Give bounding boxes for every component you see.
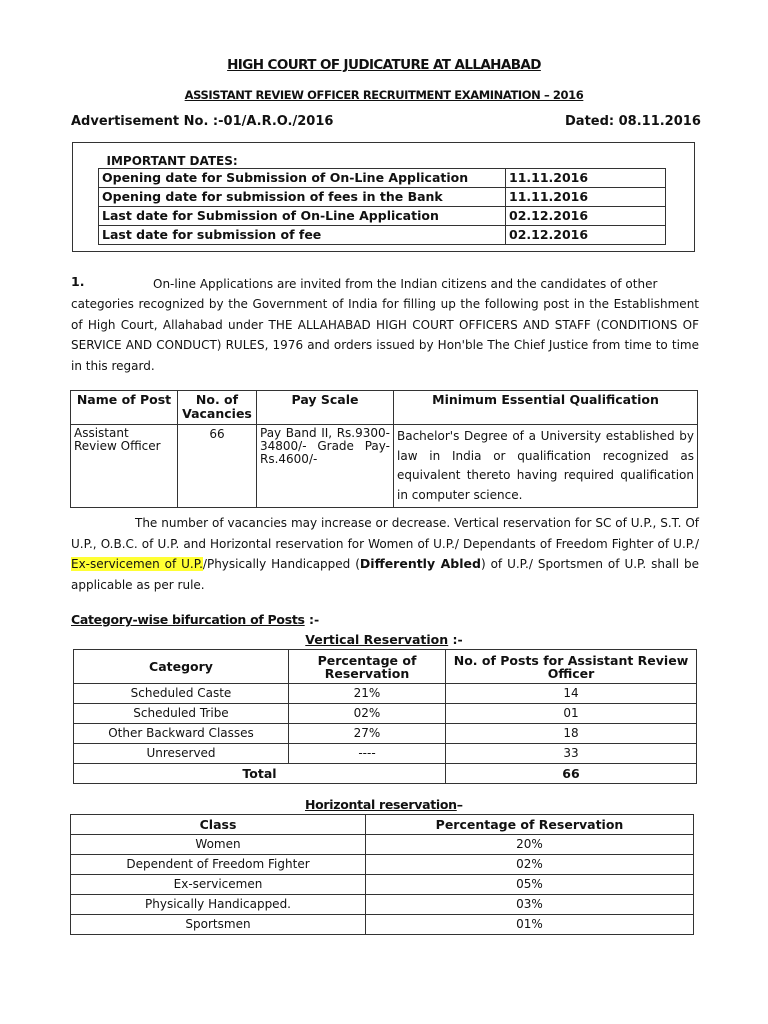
vertical-suffix: :- — [448, 632, 463, 647]
post-vacancies: 66 — [178, 425, 257, 508]
posts-cell: 33 — [446, 744, 697, 764]
date-label: Last date for submission of fee — [99, 226, 506, 245]
posts-cell: 14 — [446, 684, 697, 704]
important-dates-table — [98, 155, 666, 245]
important-dates-heading: IMPORTANT DATES: — [99, 155, 666, 169]
percent-cell: 20% — [366, 835, 694, 855]
class-cell: Physically Handicapped. — [71, 895, 366, 915]
post-header: Minimum Essential Qualification — [394, 391, 698, 425]
ex-servicemen-highlight: Ex-servicemen of U.P. — [71, 557, 203, 571]
para2-body — [71, 513, 699, 595]
post-header: Pay Scale — [257, 391, 394, 425]
vertical-reservation-table — [73, 649, 697, 784]
table-row — [74, 704, 697, 724]
post-row — [71, 425, 698, 508]
percent-cell: 03% — [366, 895, 694, 915]
category-cell: Scheduled Tribe — [74, 704, 289, 724]
date-label: Opening date for Submission of On-Line Application — [99, 169, 506, 188]
bifurcation-heading — [71, 609, 319, 628]
vertical-header: Percentage of Reservation — [289, 650, 446, 684]
para2-text: ) of U.P./ Sportsmen of U.P. shall be applicable as per rule. — [71, 557, 699, 592]
post-header: Name of Post — [71, 391, 178, 425]
vertical-heading — [0, 629, 768, 648]
para1-body: categories recognized by the Government of India for filling up the following post in the Establishment of High Court, Allahabad under THE ALLAHABAD HIGH COURT OFFICERS AND STAFF (CONDITIONS OF SERVICE AND CONDUCT) RULES, 1976 and orders issued by Hon'ble The Chief Justice from time to time in this regard. — [71, 297, 699, 373]
percent-cell: 01% — [366, 915, 694, 935]
date-label: Last date for Submission of On-Line Application — [99, 207, 506, 226]
class-cell: Sportsmen — [71, 915, 366, 935]
class-cell: Women — [71, 835, 366, 855]
percent-cell: ---- — [289, 744, 446, 764]
percent-cell: 27% — [289, 724, 446, 744]
posts-cell: 18 — [446, 724, 697, 744]
post-name: Assistant Review Officer — [71, 425, 178, 508]
class-cell: Ex-servicemen — [71, 875, 366, 895]
vertical-title: Vertical Reservation — [305, 632, 449, 647]
para1-first-line: On-line Applications are invited from the Indian citizens and the candidates of other — [153, 277, 658, 291]
date-value: 11.11.2016 — [506, 169, 666, 188]
date-row — [99, 207, 666, 226]
date-row — [99, 188, 666, 207]
para1-number: 1. — [71, 274, 85, 289]
vertical-header: Category — [74, 650, 289, 684]
date-value: 02.12.2016 — [506, 226, 666, 245]
post-qualification: Bachelor's Degree of a University established by law in India or qualification recognized as equivalent thereto having required qualification in computer science. — [394, 425, 698, 508]
table-row — [74, 684, 697, 704]
table-row — [71, 855, 694, 875]
date-label: Opening date for submission of fees in the Bank — [99, 188, 506, 207]
category-cell: Unreserved — [74, 744, 289, 764]
para2-text: /Physically Handicapped ( — [202, 557, 360, 571]
table-row — [71, 875, 694, 895]
category-cell: Scheduled Caste — [74, 684, 289, 704]
advertisement-date: Dated: 08.11.2016 — [565, 114, 701, 129]
table-row — [74, 724, 697, 744]
table-row — [71, 895, 694, 915]
horizontal-title: Horizontal reservation — [304, 797, 457, 812]
horizontal-header: Percentage of Reservation — [366, 815, 694, 835]
percent-cell: 02% — [289, 704, 446, 724]
percent-cell: 02% — [366, 855, 694, 875]
total-label: Total — [74, 764, 446, 784]
table-row — [71, 915, 694, 935]
advertisement-number: Advertisement No. :-01/A.R.O./2016 — [71, 114, 334, 129]
percent-cell: 21% — [289, 684, 446, 704]
horizontal-suffix: – — [456, 797, 463, 812]
horizontal-heading — [0, 794, 768, 813]
court-title: HIGH COURT OF JUDICATURE AT ALLAHABAD — [227, 57, 541, 73]
post-header: No. of Vacancies — [178, 391, 257, 425]
horizontal-header: Class — [71, 815, 366, 835]
bifurcation-suffix: :- — [304, 612, 320, 627]
post-pay-scale: Pay Band II, Rs.9300-34800/- Grade Pay- Rs.4600/- — [257, 425, 394, 508]
posts-cell: 01 — [446, 704, 697, 724]
percent-cell: 05% — [366, 875, 694, 895]
vertical-header: No. of Posts for Assistant Review Officer — [446, 650, 697, 684]
date-value: 02.12.2016 — [506, 207, 666, 226]
total-row — [74, 764, 697, 784]
para2-text: The number of vacancies may increase or decrease. Vertical reservation for SC of U.P., S.T. Of U.P., O.B.C. of U.P. and Horizontal reservation for Women of U.P./ Dependants of Freedom Fighter of U.P./ — [71, 516, 699, 551]
class-cell: Dependent of Freedom Fighter — [71, 855, 366, 875]
post-table — [70, 390, 698, 508]
date-row — [99, 169, 666, 188]
horizontal-reservation-table — [70, 814, 694, 935]
bifurcation-title: Category-wise bifurcation of Posts — [71, 612, 305, 627]
differently-abled-bold: Differently Abled — [359, 556, 481, 571]
exam-title: ASSISTANT REVIEW OFFICER RECRUITMENT EXAMINATION – 2016 — [184, 88, 584, 102]
total-value: 66 — [446, 764, 697, 784]
date-row — [99, 226, 666, 245]
table-row — [74, 744, 697, 764]
date-value: 11.11.2016 — [506, 188, 666, 207]
category-cell: Other Backward Classes — [74, 724, 289, 744]
table-row — [71, 835, 694, 855]
